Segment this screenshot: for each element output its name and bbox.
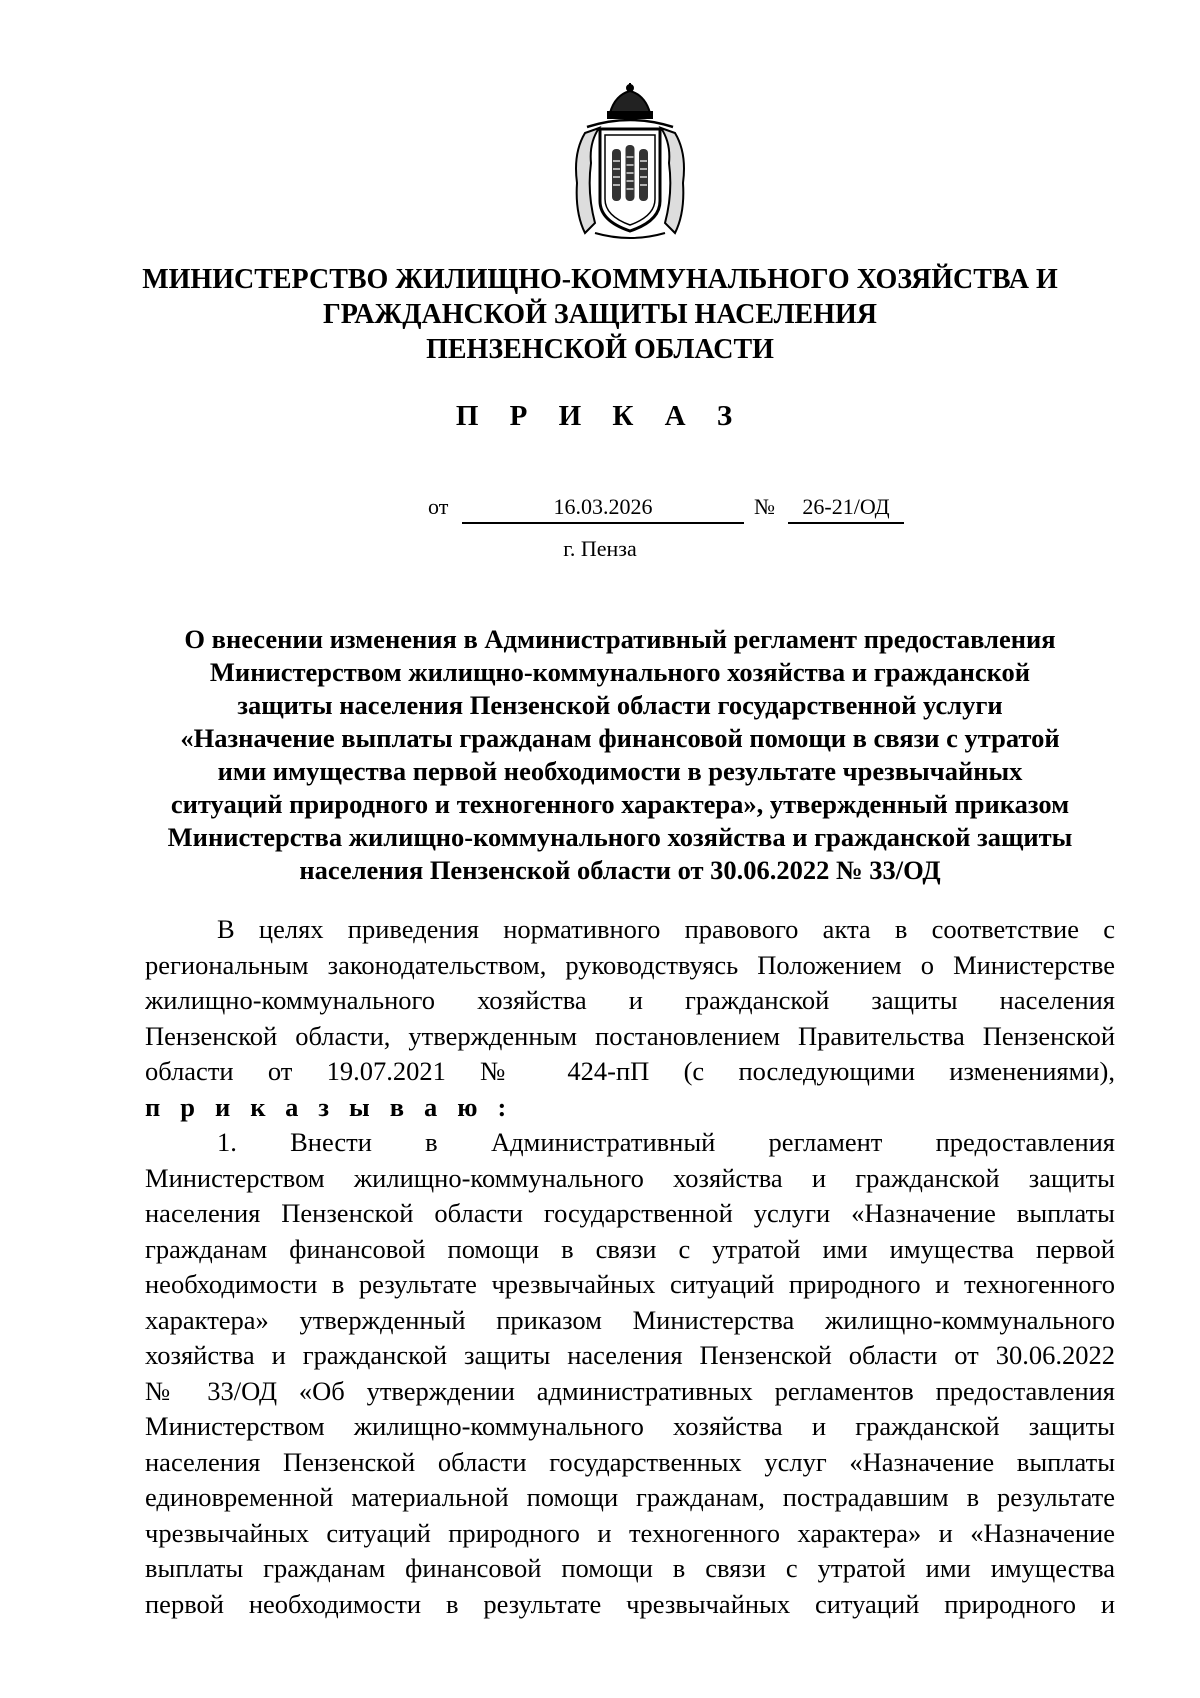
item1-line: характера» утвержденный приказом Министерства жилищно-коммунального [145, 1304, 1115, 1335]
ministry-heading [100, 262, 1100, 367]
subject-line: Министерства жилищно-коммунального хозяйства и гражданской защиты [167, 822, 1073, 852]
preamble-line: Пензенской области, утвержденным постановлением Правительства Пензенской [145, 1020, 1115, 1051]
subject-line: ими имущества первой необходимости в результате чрезвычайных [217, 756, 1023, 786]
order-meta [0, 494, 1200, 534]
order-word-line [145, 1090, 1115, 1126]
subject-line: ситуаций природного и техногенного характера», утвержденный приказом [170, 789, 1070, 819]
item1-line: населения Пензенской области государственной услуги «Назначение выплаты [145, 1198, 1115, 1228]
ministry-heading-line: МИНИСТЕРСТВО ЖИЛИЩНО-КОММУНАЛЬНОГО ХОЗЯЙСТВА И [142, 264, 1058, 295]
item1-line: гражданам финансовой помощи в связи с утратой ими имущества первой [145, 1233, 1115, 1264]
order-date: 16.03.2026 [462, 494, 744, 524]
preamble-line: В целях приведения нормативного правового акта в соответствие с [217, 914, 1115, 944]
subject-line: О внесении изменения в Административный регламент предоставления [184, 624, 1056, 654]
preamble-line: региональным законодательством, руководствуясь Положением о Министерстве [145, 949, 1115, 980]
subject-line: защиты населения Пензенской области государственной услуги [237, 690, 1003, 720]
order-subject [130, 623, 1110, 887]
ministry-heading-line: ПЕНЗЕНСКОЙ ОБЛАСТИ [426, 334, 774, 365]
order-number: 26-21/ОД [788, 494, 904, 524]
city: г. Пенза [563, 536, 637, 561]
number-label: № [754, 494, 775, 519]
subject-line: Министерством жилищно-коммунального хозяйства и гражданской [209, 657, 1031, 687]
item1-line: Министерством жилищно-коммунального хозяйства и гражданской защиты [145, 1411, 1115, 1441]
item1-line: 1. Внести в Административный регламент предоставления [217, 1127, 1115, 1157]
item1-line: выплаты гражданам финансовой помощи в связи с утратой ими имущества [145, 1553, 1115, 1583]
item1-line: Министерством жилищно-коммунального хозяйства и гражданской защиты [145, 1162, 1115, 1193]
order-body [145, 912, 1115, 1622]
subject-line: «Назначение выплаты гражданам финансовой помощи в связи с утратой [180, 723, 1060, 753]
item1-line: хозяйства и гражданской защиты населения Пензенской области от 30.06.2022 [145, 1340, 1115, 1370]
item1-line: необходимости в результате чрезвычайных ситуаций природного и техногенного [145, 1269, 1115, 1299]
item1-line: населения Пензенской области государственных услуг «Назначение выплаты [145, 1446, 1115, 1477]
date-label: от [428, 494, 449, 519]
item1-line: первой необходимости в результате чрезвычайных ситуаций природного и [145, 1588, 1115, 1619]
preamble-line: жилищно-коммунального хозяйства и гражданской защиты населения [145, 985, 1115, 1015]
item1-line: № 33/ОД «Об утверждении административных регламентов предоставления [145, 1375, 1115, 1406]
item1-line: единовременной материальной помощи гражданам, пострадавшим в результате [145, 1482, 1115, 1512]
document-type-title: П Р И К А З [455, 400, 745, 432]
coat-of-arms-emblem [565, 83, 695, 243]
subject-line: населения Пензенской области от 30.06.2022 № 33/ОД [299, 855, 941, 885]
preamble-line: области от 19.07.2021 № 424-пП (с последующими изменениями), [145, 1056, 1115, 1086]
ministry-heading-line: ГРАЖДАНСКОЙ ЗАЩИТЫ НАСЕЛЕНИЯ [322, 299, 878, 330]
order-word: приказываю: [145, 1091, 527, 1122]
item1-line: чрезвычайных ситуаций природного и техногенного характера» и «Назначение [145, 1517, 1115, 1548]
